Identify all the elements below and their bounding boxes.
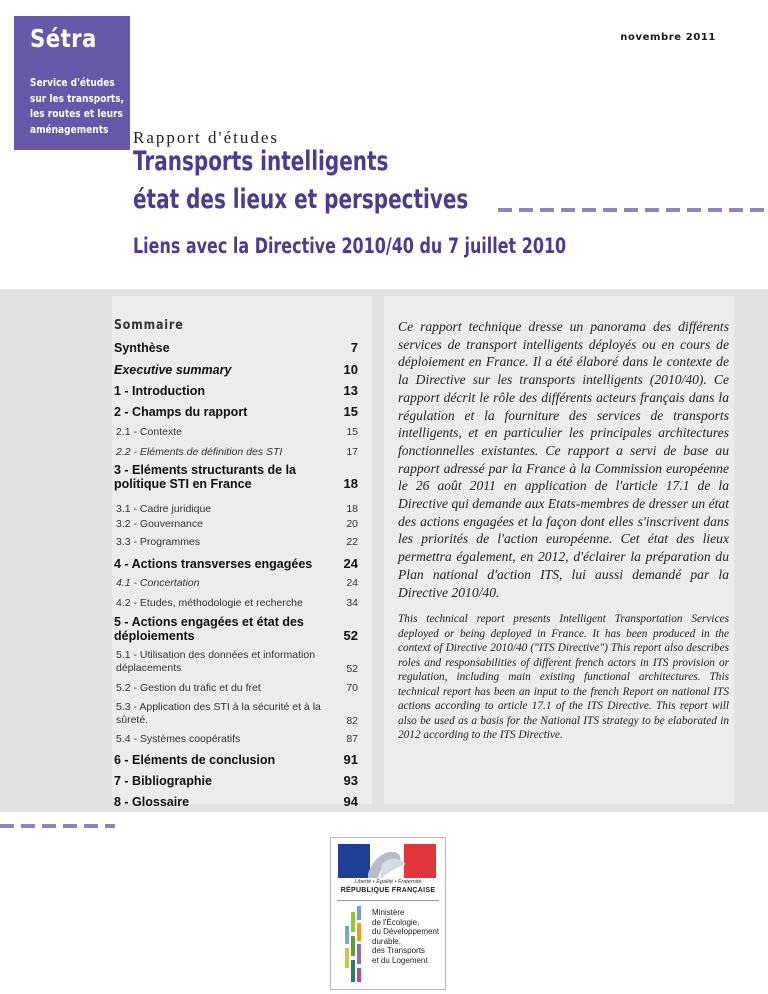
decorative-dashes [0,824,115,828]
republic-name: RÉPUBLIQUE FRANÇAISE [340,887,436,894]
ministry-line: Ministère [372,908,405,917]
toc-entry[interactable] [114,556,358,571]
toc-entry-label: 3.1 - Cadre juridique [116,503,212,515]
toc-entry[interactable] [114,615,358,643]
toc-entry-page: 91 [343,752,358,767]
toc-entry[interactable] [114,733,358,745]
ministry-name [372,908,439,966]
toc-entry-label: 7 - Bibliographie [114,774,212,788]
toc-entry-page: 15 [343,404,358,419]
toc-entry-page: 13 [343,383,358,398]
toc-entry-page: 34 [346,597,358,609]
toc-entry-page: 22 [346,536,358,548]
toc-entry-label: 5.4 - Systèmes coopératifs [116,733,241,745]
toc-entry[interactable] [114,794,358,809]
toc-entry-label: Synthèse [114,341,170,355]
document-subtitle: Liens avec la Directive 2010/40 du 7 juillet 2010 [133,234,567,258]
toc-entry[interactable] [114,340,358,355]
toc-entry[interactable] [114,597,358,609]
toc-entry[interactable] [114,577,358,589]
toc-entry[interactable] [114,518,358,530]
toc-entry[interactable] [114,446,358,458]
toc-entry-label: 3.2 - Gouvernance [116,518,203,530]
publication-date: novembre 2011 [620,32,716,43]
ministry-line: du Développement [372,927,440,937]
toc-entry[interactable] [114,383,358,398]
toc-entry-page: 18 [346,503,358,515]
tagline-line: les routes et leurs [30,108,123,120]
toc-entry[interactable] [114,426,358,438]
republic-motto: Liberté • Égalité • Fraternité [354,879,422,885]
toc-entry-page: 87 [346,733,358,745]
toc-entry-page: 24 [343,556,358,571]
marianne-icon [338,844,436,878]
toc-entry[interactable] [114,362,358,377]
title-line-1: Transports intelligents [133,146,389,177]
toc-entry[interactable] [114,752,358,767]
logo-tagline [30,76,124,138]
toc-entry[interactable] [114,649,358,675]
tagline-line: Service d'études [30,77,115,89]
toc-entry-label: 5.1 - Utilisation des données et information déplacements [116,649,316,674]
setra-logo [14,16,130,150]
decorative-dashes [498,208,768,212]
ministry-line: durable, [372,936,401,946]
toc-entry-page: 52 [346,663,358,675]
toc-entry-page: 18 [343,476,358,491]
summary-english: This technical report presents Intelligent Transportation Services deployed or being deployed in France. It has been produced in the context of Directive 2010/40 ("ITS Directive") This report also describes roles and responsabilities of different french actors in ITS provision or regulation, including main existing functional architectures. This technical report has been an input to the french Report on national ITS actions according to article 17.1 of the ITS Directive. This report will also be used as a basis for the National ITS strategy to be elaborated in 2012 according to the ITS Directive. [398,613,729,741]
toc-entry-page: 93 [343,773,358,788]
toc-entry-label: 5 - Actions engagées et état des déploiements [114,615,304,643]
ministry-bars-icon [343,906,365,984]
toc-entry-page: 24 [346,577,358,589]
toc-entry[interactable] [114,463,358,491]
toc-entry-label: 5.3 - Application des STI à la sécurité et à la sûreté. [116,701,321,726]
toc-entry-page: 15 [346,426,358,438]
toc-entry-label: 4.1 - Concertation [116,577,200,589]
ministry-line: et du Logement [372,955,428,965]
toc-entry-label: 2 - Champs du rapport [114,405,248,419]
toc-entry-label: 3.3 - Programmes [116,536,201,548]
toc-entry-label: 1 - Introduction [114,384,205,398]
toc-entry-label: 6 - Eléments de conclusion [114,753,276,767]
toc-entry-page: 10 [343,362,358,377]
toc-entry[interactable] [114,682,358,694]
toc-entry[interactable] [114,701,358,727]
toc-entry-label: 4.2 - Etudes, méthodologie et recherche [116,597,303,609]
toc-entry-page: 17 [346,446,358,458]
toc-entry-page: 7 [350,340,358,355]
document-type: Rapport d'études [133,128,280,147]
toc-entry-page: 94 [343,794,358,809]
toc-entry[interactable] [114,536,358,548]
toc-entry-label: 2.2 - Eléments de définition des STI [116,446,283,458]
toc-entry-label: 2.1 - Contexte [116,426,182,438]
toc-entry-page: 70 [346,682,358,694]
toc-entry[interactable] [114,773,358,788]
logo-brand: Sétra [30,24,97,53]
ministry-line: de l'Écologie, [372,917,420,927]
tagline-line: sur les transports, [30,92,125,105]
ministry-line: des Transports [372,946,425,956]
toc-heading: Sommaire [114,318,184,333]
toc-entry-label: 5.2 - Gestion du trafic et du fret [116,682,261,694]
logo-divider [337,900,439,901]
title-line-2: état des lieux et perspectives [133,184,469,215]
toc-entry-label: 8 - Glossaire [114,795,190,809]
toc-entry[interactable] [114,404,358,419]
toc-entry[interactable] [114,503,358,515]
toc-entry-page: 82 [346,715,358,727]
toc-entry-page: 52 [343,628,358,643]
tagline-line: aménagements [30,123,109,136]
summary-french: Ce rapport technique dresse un panorama des différents services de transport intelligents déployés ou en cours de déploiement en France. Il a été élaboré dans le contexte de la Directive sur les transports intelligents (2010/40). Ce rapport décrit le rôle des différents acteurs français dans la régulation et la fourniture des services de transports intelligents, et en particulier les principales architectures fonctionnelles existantes. Ce rapport a servi de base au rapport adressé par la France à la Commission européenne le 26 août 2011 en application de l'article 17.1 de la Directive qui demande aux Etats-membres de dresser un état des actions engagées et la façon dont elles s'inscrivent dans les priorités de l'action européenne. Cet état des lieux permettra également, en 2012, d'éclairer la préparation du Plan national d'action ITS, lui aussi demandé par la Directive 2010/40. [398,319,729,600]
toc-entry-label: 4 - Actions transverses engagées [114,557,313,571]
toc-entry-label: Executive summary [114,363,232,377]
toc-entry-page: 20 [346,518,358,530]
toc-entry-label: 3 - Eléments structurants de la politique STI en France [114,463,297,491]
ministry-logo [330,837,446,990]
